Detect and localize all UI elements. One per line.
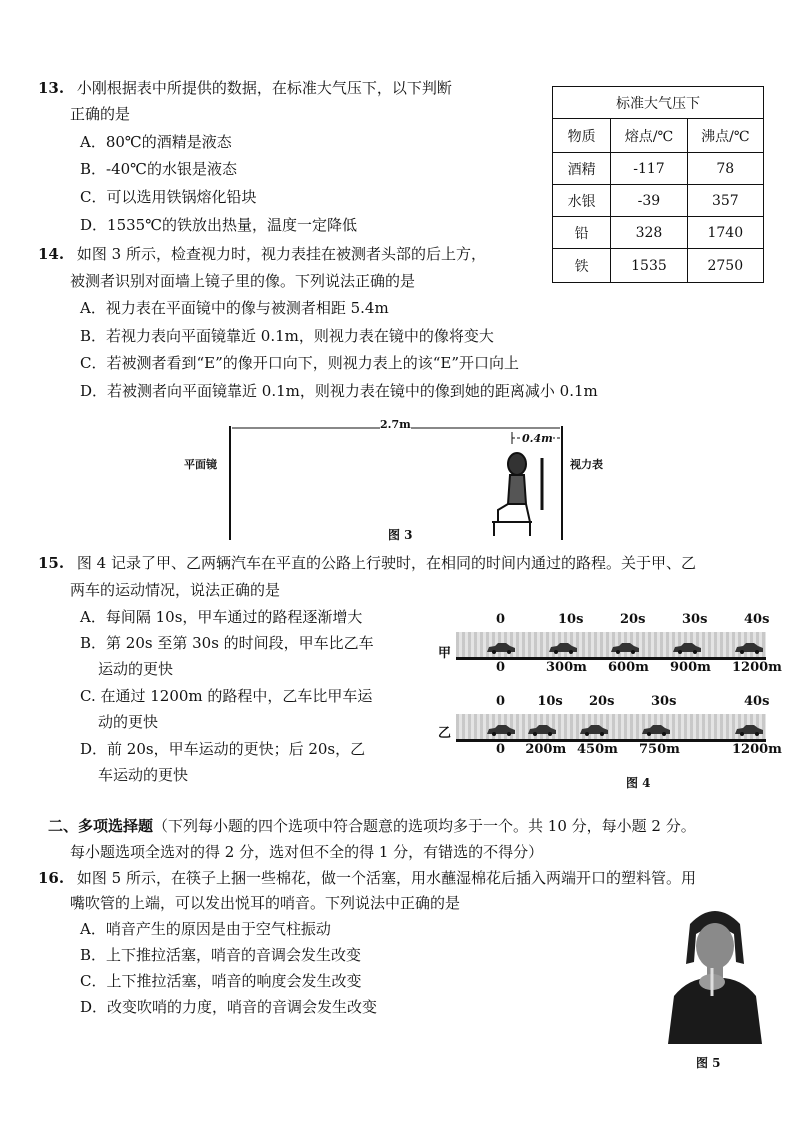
- car-a-distance-label: 1200m: [732, 660, 782, 675]
- car-b-distance-label: 0: [496, 742, 506, 757]
- q13-option-b: B．-40℃的水银是液态: [80, 160, 237, 178]
- car-a-car-icon: [610, 640, 640, 652]
- table-cell: 357: [687, 185, 763, 217]
- table-cell: 水银: [553, 185, 611, 217]
- table-cell: -39: [611, 185, 687, 217]
- car-b-time-label: 40s: [744, 694, 770, 709]
- figure-4: [434, 612, 780, 792]
- q15-option-d-cont: 车运动的更快: [98, 766, 189, 784]
- figure-3-caption: 图 3: [388, 528, 413, 542]
- q15-option-b-cont: 运动的更快: [98, 660, 174, 678]
- q16-option-b: B．上下推拉活塞，哨音的音调会发生改变: [80, 946, 362, 964]
- car-b-car-icon: [579, 722, 609, 734]
- q14-number: 14.: [38, 245, 65, 263]
- car-a-time-label: 30s: [682, 612, 708, 627]
- table-cell: 78: [687, 153, 763, 185]
- q16-stem-line1: 如图 5 所示，在筷子上捆一些棉花，做一个活塞，用水蘸湿棉花后插入两端开口的塑料管。用: [76, 869, 696, 887]
- q13-stem: [38, 78, 452, 98]
- q15-option-a: A．每间隔 10s，甲车通过的路程逐渐增大: [80, 608, 363, 626]
- q14-option-b: B．若视力表向平面镜靠近 0.1m，则视力表在镜中的像将变大: [80, 327, 494, 345]
- q16-option-a: A．哨音产生的原因是由于空气柱振动: [80, 920, 331, 938]
- car-b-car-icon: [641, 722, 671, 734]
- car-a-time-label: 0: [496, 612, 506, 627]
- table-header: 沸点/℃: [687, 119, 763, 153]
- q14-stem-line1: 如图 3 所示，检查视力时，视力表挂在被测者头部的后上方，: [76, 245, 486, 263]
- q13-option-d: D．1535℃的铁放出热量，温度一定降低: [80, 216, 357, 234]
- q16-option-c: C．上下推拉活塞，哨音的响度会发生改变: [80, 972, 362, 990]
- q16-number: 16.: [38, 869, 65, 887]
- q15-stem: [38, 553, 696, 573]
- q14-option-c: C．若被测者看到“E”的像开口向下，则视力表上的该“E”开口向上: [80, 354, 520, 372]
- table-header: 物质: [553, 119, 611, 153]
- car-a-time-label: 40s: [744, 612, 770, 627]
- car-a-label: 甲: [438, 646, 452, 661]
- car-b-distance-label: 200m: [525, 742, 567, 757]
- q14-stem: [38, 244, 486, 264]
- table-title: 标准大气压下: [553, 87, 764, 119]
- table-cell: 铁: [553, 249, 611, 283]
- q13-option-c: C．可以选用铁锅熔化铅块: [80, 188, 257, 206]
- car-a-car-icon: [486, 640, 516, 652]
- q15-option-c-cont: 动的更快: [98, 713, 159, 731]
- section2-heading: [48, 816, 696, 836]
- table-cell: 1740: [687, 217, 763, 249]
- q14-stem-line2: 被测者识别对面墙上镜子里的像。下列说法正确的是: [70, 272, 416, 290]
- car-b-time-label: 20s: [589, 694, 615, 709]
- section2-desc-line1: （下列每小题的四个选项中符合题意的选项均多于一个。共 10 分，每小题 2 分。: [153, 817, 696, 835]
- car-b-car-icon: [527, 722, 557, 734]
- car-a-distance-label: 0: [496, 660, 506, 675]
- car-b-time-label: 30s: [651, 694, 677, 709]
- car-b-label: 乙: [438, 726, 452, 741]
- car-b-distance-label: 1200m: [732, 742, 782, 757]
- car-b-car-icon: [486, 722, 516, 734]
- car-b-time-label: 10s: [537, 694, 563, 709]
- car-a-time-label: 10s: [558, 612, 584, 627]
- q15-option-b: B．第 20s 至第 30s 的时间段，甲车比乙车: [80, 634, 374, 652]
- q13-stem-line1: 小刚根据表中所提供的数据，在标准大气压下，以下判断: [76, 79, 452, 97]
- table-cell: -117: [611, 153, 687, 185]
- q16-stem-line2: 嘴吹管的上端，可以发出悦耳的哨音。下列说法中正确的是: [70, 894, 461, 912]
- chart-label: 视力表: [570, 458, 603, 471]
- distance-total-label: 2.7m: [380, 418, 411, 431]
- table-cell: 酒精: [553, 153, 611, 185]
- figure-3: [180, 418, 620, 546]
- table-cell: 1535: [611, 249, 687, 283]
- table-cell: 328: [611, 217, 687, 249]
- melting-boiling-table: [552, 86, 764, 283]
- mirror-label: 平面镜: [184, 458, 217, 471]
- face-shape: [696, 923, 734, 969]
- q15-stem-line2: 两车的运动情况，说法正确的是: [70, 581, 281, 599]
- q13-number: 13.: [38, 79, 65, 97]
- q14-option-a: A．视力表在平面镜中的像与被测者相距 5.4m: [80, 299, 389, 317]
- q16-stem: [38, 868, 696, 888]
- figure-5: [660, 904, 770, 1074]
- car-a-car-icon: [734, 640, 764, 652]
- car-a-distance-label: 900m: [670, 660, 711, 675]
- q15-stem-line1: 图 4 记录了甲、乙两辆汽车在平直的公路上行驶时，在相同的时间内通过的路程。关于甲、乙: [76, 554, 696, 572]
- q15-number: 15.: [38, 554, 65, 572]
- q14-option-d: D．若被测者向平面镜靠近 0.1m，则视力表在镜中的像到她的距离减小 0.1m: [80, 382, 598, 400]
- figure-5-caption: 图 5: [696, 1056, 721, 1070]
- figure-4-caption: 图 4: [626, 776, 651, 790]
- q16-option-d: D．改变吹哨的力度，哨音的音调会发生改变: [80, 998, 378, 1016]
- girl-whistle-photo: [660, 904, 770, 1044]
- car-a-distance-label: 300m: [546, 660, 587, 675]
- car-b-distance-label: 750m: [639, 742, 680, 757]
- car-b-time-label: 0: [496, 694, 506, 709]
- table-cell: 2750: [687, 249, 763, 283]
- table-cell: 铅: [553, 217, 611, 249]
- seated-person-icon: [492, 453, 532, 536]
- q13-stem-line2: 正确的是: [70, 105, 131, 123]
- car-b-distance-label: 450m: [577, 742, 618, 757]
- q15-option-c: C. 在通过 1200m 的路程中，乙车比甲车运: [80, 687, 373, 705]
- q15-option-d: D．前 20s，甲车运动的更快；后 20s，乙: [80, 740, 366, 758]
- car-a-distance-label: 600m: [608, 660, 649, 675]
- table-header: 熔点/℃: [611, 119, 687, 153]
- car-a-car-icon: [548, 640, 578, 652]
- car-a-time-label: 20s: [620, 612, 646, 627]
- q13-option-a: A．80℃的酒精是液态: [80, 133, 232, 151]
- section2-title: 二、多项选择题: [48, 817, 154, 835]
- car-a-car-icon: [672, 640, 702, 652]
- car-b-car-icon: [734, 722, 764, 734]
- section2-desc-line2: 每小题选项全选对的得 2 分，选对但不全的得 1 分，有错选的不得分）: [70, 843, 544, 861]
- distance-near-label: 0.4m: [522, 432, 553, 445]
